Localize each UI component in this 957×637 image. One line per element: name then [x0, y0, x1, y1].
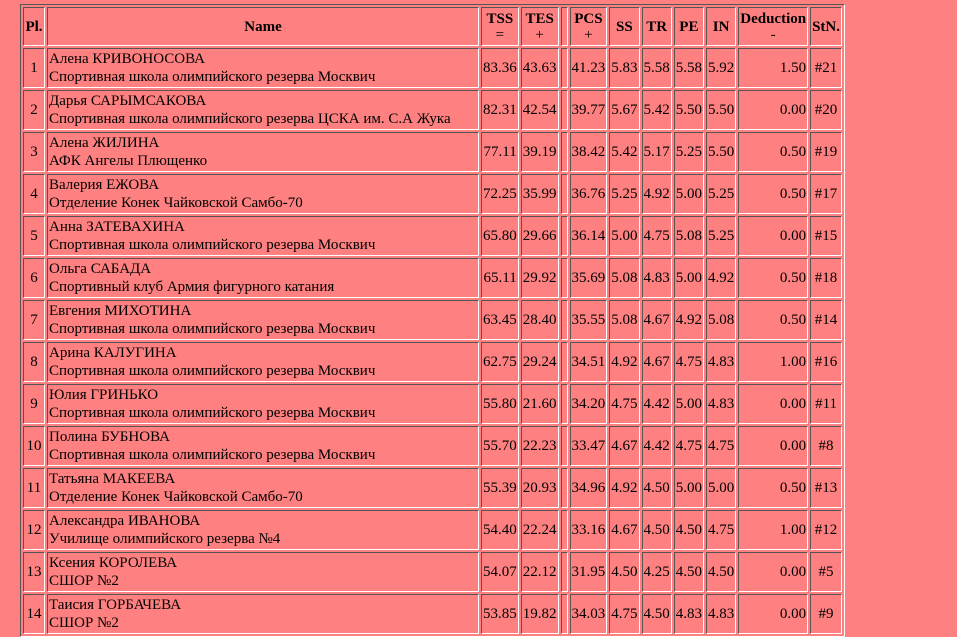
tes-cell: 35.99 [521, 174, 559, 214]
deduction-cell: 1.00 [738, 510, 808, 550]
tss-cell: 63.45 [481, 300, 519, 340]
skater-club: СШОР №2 [49, 615, 119, 631]
header-pcs: PCS + [570, 7, 608, 46]
ss-cell: 5.83 [609, 48, 639, 88]
tes-cell: 22.23 [521, 426, 559, 466]
pcs-cell: 35.69 [570, 258, 608, 298]
pe-cell: 4.75 [674, 426, 704, 466]
pcs-cell: 39.77 [570, 90, 608, 130]
ss-cell: 4.67 [609, 426, 639, 466]
deduction-cell: 0.50 [738, 300, 808, 340]
header-row [23, 7, 842, 46]
header-tr: TR [642, 7, 672, 46]
table-row [23, 174, 842, 214]
in-cell: 5.50 [706, 132, 736, 172]
tes-cell: 29.66 [521, 216, 559, 256]
table-row [23, 594, 842, 634]
skater-club: Спортивная школа олимпийского резерва Москвич [49, 447, 376, 463]
pcs-cell: 41.23 [570, 48, 608, 88]
header-ss: SS [609, 7, 639, 46]
skater-name: Дарья САРЫМСАКОВА [49, 93, 207, 109]
place-cell: 6 [23, 258, 45, 298]
table-row [23, 216, 842, 256]
deduction-cell: 1.50 [738, 48, 808, 88]
skater-name: Ольга САБАДА [49, 261, 152, 277]
skater-name: Алена КРИВОНОСОВА [49, 51, 206, 67]
skater-club: Училище олимпийского резерва №4 [49, 531, 281, 547]
ss-cell: 5.67 [609, 90, 639, 130]
tss-cell: 55.80 [481, 384, 519, 424]
name-cell [47, 594, 479, 634]
tes-cell: 29.92 [521, 258, 559, 298]
skater-club: Отделение Конек Чайковской Самбо-70 [49, 195, 303, 211]
place-cell: 1 [23, 48, 45, 88]
separator-cell [561, 510, 568, 550]
deduction-cell: 0.00 [738, 426, 808, 466]
in-cell: 4.50 [706, 552, 736, 592]
name-cell [47, 174, 479, 214]
deduction-cell: 0.00 [738, 216, 808, 256]
tes-cell: 19.82 [521, 594, 559, 634]
pe-cell: 4.83 [674, 594, 704, 634]
start-number-cell: #13 [810, 468, 842, 508]
results-body [23, 48, 842, 634]
start-number-cell: #15 [810, 216, 842, 256]
table-row [23, 384, 842, 424]
tr-cell: 4.67 [642, 300, 672, 340]
tss-cell: 65.80 [481, 216, 519, 256]
pe-cell: 4.50 [674, 552, 704, 592]
place-cell: 11 [23, 468, 45, 508]
in-cell: 4.92 [706, 258, 736, 298]
in-cell: 4.83 [706, 342, 736, 382]
tr-cell: 4.50 [642, 468, 672, 508]
start-number-cell: #5 [810, 552, 842, 592]
tss-cell: 54.07 [481, 552, 519, 592]
start-number-cell: #19 [810, 132, 842, 172]
skater-club: АФК Ангелы Плющенко [49, 153, 208, 169]
tr-cell: 5.58 [642, 48, 672, 88]
tr-cell: 4.92 [642, 174, 672, 214]
ss-cell: 5.00 [609, 216, 639, 256]
deduction-cell: 0.50 [738, 468, 808, 508]
name-cell [47, 552, 479, 592]
tr-cell: 4.50 [642, 510, 672, 550]
tr-cell: 4.42 [642, 384, 672, 424]
header-pe: PE [674, 7, 704, 46]
name-cell [47, 90, 479, 130]
table-row [23, 426, 842, 466]
pcs-cell: 31.95 [570, 552, 608, 592]
ss-cell: 5.25 [609, 174, 639, 214]
pe-cell: 5.00 [674, 258, 704, 298]
pcs-cell: 36.76 [570, 174, 608, 214]
separator-cell [561, 90, 568, 130]
skater-name: Валерия ЕЖОВА [49, 177, 160, 193]
separator-cell [561, 384, 568, 424]
skater-club: Спортивная школа олимпийского резерва Москвич [49, 363, 376, 379]
skater-name: Полина БУБНОВА [49, 429, 170, 445]
separator-cell [561, 216, 568, 256]
header-tes: TES + [521, 7, 559, 46]
table-row [23, 48, 842, 88]
tes-cell: 42.54 [521, 90, 559, 130]
start-number-cell: #20 [810, 90, 842, 130]
tss-cell: 77.11 [481, 132, 519, 172]
deduction-cell: 0.50 [738, 174, 808, 214]
tr-cell: 4.83 [642, 258, 672, 298]
place-cell: 14 [23, 594, 45, 634]
table-row [23, 132, 842, 172]
table-row [23, 300, 842, 340]
pcs-cell: 34.51 [570, 342, 608, 382]
tss-cell: 82.31 [481, 90, 519, 130]
pe-cell: 5.00 [674, 468, 704, 508]
tr-cell: 4.25 [642, 552, 672, 592]
deduction-cell: 0.50 [738, 132, 808, 172]
place-cell: 9 [23, 384, 45, 424]
place-cell: 8 [23, 342, 45, 382]
name-cell [47, 342, 479, 382]
separator-cell [561, 468, 568, 508]
deduction-cell: 0.50 [738, 258, 808, 298]
pe-cell: 5.25 [674, 132, 704, 172]
table-row [23, 342, 842, 382]
place-cell: 12 [23, 510, 45, 550]
tss-cell: 53.85 [481, 594, 519, 634]
pe-cell: 5.08 [674, 216, 704, 256]
pe-cell: 4.92 [674, 300, 704, 340]
separator-cell [561, 174, 568, 214]
tss-cell: 65.11 [481, 258, 519, 298]
tes-cell: 21.60 [521, 384, 559, 424]
pe-cell: 4.75 [674, 342, 704, 382]
header-in: IN [706, 7, 736, 46]
in-cell: 4.75 [706, 510, 736, 550]
in-cell: 5.25 [706, 216, 736, 256]
tr-cell: 4.75 [642, 216, 672, 256]
place-cell: 7 [23, 300, 45, 340]
deduction-cell: 0.00 [738, 552, 808, 592]
place-cell: 5 [23, 216, 45, 256]
skater-club: Спортивный клуб Армия фигурного катания [49, 279, 335, 295]
start-number-cell: #18 [810, 258, 842, 298]
start-number-cell: #11 [810, 384, 842, 424]
header-name: Name [47, 7, 479, 46]
tes-cell: 22.12 [521, 552, 559, 592]
ss-cell: 5.42 [609, 132, 639, 172]
start-number-cell: #8 [810, 426, 842, 466]
separator-cell [561, 300, 568, 340]
ss-cell: 4.92 [609, 468, 639, 508]
header-start-number: StN. [810, 7, 842, 46]
skater-club: Спортивная школа олимпийского резерва Москвич [49, 405, 376, 421]
pcs-cell: 34.03 [570, 594, 608, 634]
name-cell [47, 216, 479, 256]
header-tss: TSS = [481, 7, 519, 46]
separator-cell [561, 552, 568, 592]
in-cell: 4.83 [706, 594, 736, 634]
skater-name: Александра ИВАНОВА [49, 513, 201, 529]
skater-name: Ксения КОРОЛЕВА [49, 555, 178, 571]
pcs-cell: 38.42 [570, 132, 608, 172]
name-cell [47, 384, 479, 424]
ss-cell: 5.08 [609, 258, 639, 298]
skater-name: Таисия ГОРБАЧЕВА [49, 597, 182, 613]
skater-name: Алена ЖИЛИНА [49, 135, 160, 151]
table-row [23, 510, 842, 550]
table-row [23, 90, 842, 130]
tr-cell: 4.50 [642, 594, 672, 634]
pcs-cell: 33.16 [570, 510, 608, 550]
pcs-cell: 34.96 [570, 468, 608, 508]
skater-club: СШОР №2 [49, 573, 119, 589]
ss-cell: 4.50 [609, 552, 639, 592]
tr-cell: 5.17 [642, 132, 672, 172]
skater-club: Спортивная школа олимпийского резерва ЦСКА им. С.А Жука [49, 111, 451, 127]
tss-cell: 54.40 [481, 510, 519, 550]
deduction-cell: 0.00 [738, 384, 808, 424]
place-cell: 2 [23, 90, 45, 130]
tes-cell: 28.40 [521, 300, 559, 340]
pe-cell: 5.58 [674, 48, 704, 88]
in-cell: 5.00 [706, 468, 736, 508]
skater-club: Спортивная школа олимпийского резерва Москвич [49, 321, 376, 337]
pe-cell: 5.50 [674, 90, 704, 130]
deduction-cell: 1.00 [738, 342, 808, 382]
name-cell [47, 510, 479, 550]
tr-cell: 5.42 [642, 90, 672, 130]
ss-cell: 4.75 [609, 594, 639, 634]
name-cell [47, 48, 479, 88]
separator-cell [561, 426, 568, 466]
tss-cell: 72.25 [481, 174, 519, 214]
place-cell: 3 [23, 132, 45, 172]
deduction-cell: 0.00 [738, 594, 808, 634]
separator-cell [561, 48, 568, 88]
tss-cell: 55.39 [481, 468, 519, 508]
name-cell [47, 468, 479, 508]
ss-cell: 4.67 [609, 510, 639, 550]
pe-cell: 5.00 [674, 174, 704, 214]
tes-cell: 22.24 [521, 510, 559, 550]
ss-cell: 4.75 [609, 384, 639, 424]
name-cell [47, 426, 479, 466]
start-number-cell: #9 [810, 594, 842, 634]
start-number-cell: #12 [810, 510, 842, 550]
in-cell: 5.25 [706, 174, 736, 214]
tes-cell: 39.19 [521, 132, 559, 172]
results-table [20, 4, 845, 637]
in-cell: 4.83 [706, 384, 736, 424]
separator-cell [561, 132, 568, 172]
skater-name: Юлия ГРИНЬКО [49, 387, 159, 403]
separator-cell [561, 342, 568, 382]
skater-club: Спортивная школа олимпийского резерва Москвич [49, 237, 376, 253]
pe-cell: 5.00 [674, 384, 704, 424]
pcs-cell: 35.55 [570, 300, 608, 340]
name-cell [47, 300, 479, 340]
header-place: Pl. [23, 7, 45, 46]
place-cell: 13 [23, 552, 45, 592]
pcs-cell: 36.14 [570, 216, 608, 256]
skater-club: Спортивная школа олимпийского резерва Москвич [49, 69, 376, 85]
pcs-cell: 34.20 [570, 384, 608, 424]
name-cell [47, 132, 479, 172]
place-cell: 10 [23, 426, 45, 466]
table-row [23, 552, 842, 592]
in-cell: 5.08 [706, 300, 736, 340]
skater-name: Анна ЗАТЕВАХИНА [49, 219, 185, 235]
tr-cell: 4.42 [642, 426, 672, 466]
pe-cell: 4.50 [674, 510, 704, 550]
in-cell: 5.92 [706, 48, 736, 88]
tr-cell: 4.67 [642, 342, 672, 382]
table-row [23, 258, 842, 298]
tss-cell: 83.36 [481, 48, 519, 88]
tss-cell: 55.70 [481, 426, 519, 466]
in-cell: 5.50 [706, 90, 736, 130]
place-cell: 4 [23, 174, 45, 214]
start-number-cell: #16 [810, 342, 842, 382]
tes-cell: 29.24 [521, 342, 559, 382]
in-cell: 4.75 [706, 426, 736, 466]
header-separator [561, 7, 568, 46]
start-number-cell: #21 [810, 48, 842, 88]
skater-name: Евгения МИХОТИНА [49, 303, 192, 319]
tes-cell: 20.93 [521, 468, 559, 508]
skater-name: Татьяна МАКЕЕВА [49, 471, 176, 487]
start-number-cell: #17 [810, 174, 842, 214]
table-row [23, 468, 842, 508]
header-deduction: Deduction - [738, 7, 808, 46]
deduction-cell: 0.00 [738, 90, 808, 130]
tss-cell: 62.75 [481, 342, 519, 382]
tes-cell: 43.63 [521, 48, 559, 88]
pcs-cell: 33.47 [570, 426, 608, 466]
name-cell [47, 258, 479, 298]
skater-club: Отделение Конек Чайковской Самбо-70 [49, 489, 303, 505]
skater-name: Арина КАЛУГИНА [49, 345, 177, 361]
ss-cell: 4.92 [609, 342, 639, 382]
separator-cell [561, 594, 568, 634]
start-number-cell: #14 [810, 300, 842, 340]
ss-cell: 5.08 [609, 300, 639, 340]
separator-cell [561, 258, 568, 298]
